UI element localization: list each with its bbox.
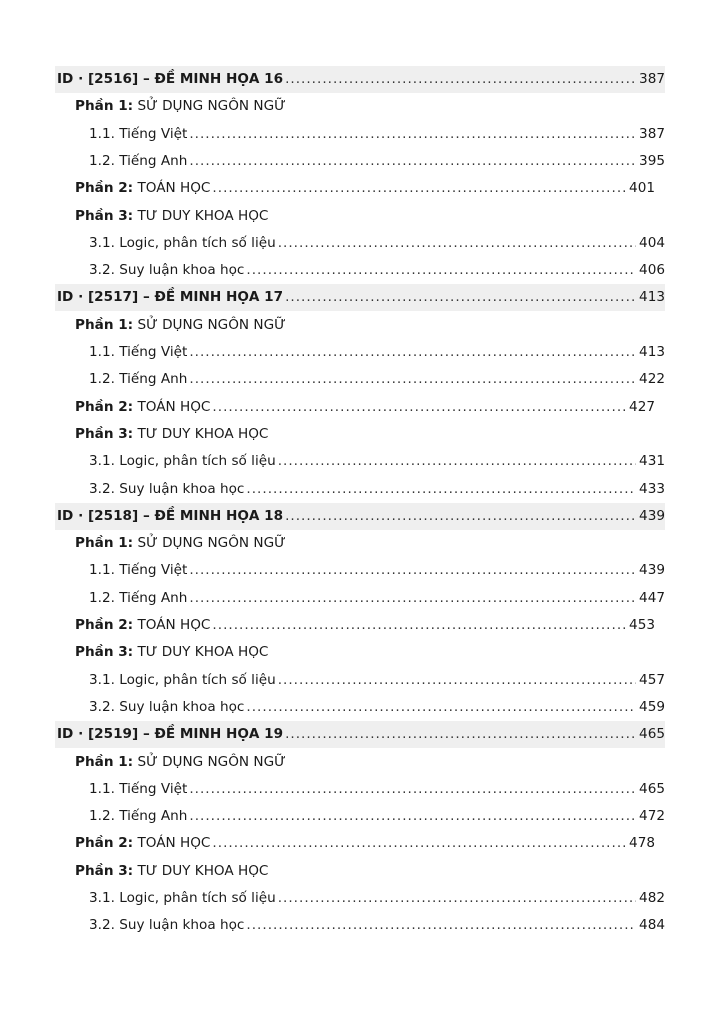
toc-entry-subsection[interactable] xyxy=(89,339,665,366)
page-number: 406 xyxy=(639,262,665,279)
toc-entry-part[interactable] xyxy=(75,93,655,120)
part-number: Phần 2: xyxy=(75,398,134,415)
subsection-title: 3.1. Logic, phân tích số liệu xyxy=(89,234,276,251)
page-number: 478 xyxy=(629,835,655,852)
part-heading xyxy=(75,749,286,776)
toc-entry-part[interactable] xyxy=(75,858,655,885)
toc-entry-part[interactable] xyxy=(75,203,655,230)
toc-entry-part[interactable] xyxy=(75,394,655,421)
toc-entry-part[interactable] xyxy=(75,612,655,639)
page-number: 431 xyxy=(639,453,665,470)
page-number: 387 xyxy=(639,125,665,142)
toc-entry-part[interactable] xyxy=(75,530,655,557)
dot-leader xyxy=(212,394,626,421)
toc-entry-subsection[interactable] xyxy=(89,803,665,830)
part-heading xyxy=(75,612,210,639)
toc-entry-subsection[interactable] xyxy=(89,257,665,284)
subsection-title: 3.2. Suy luận khoa học xyxy=(89,917,245,934)
toc-entry-part[interactable] xyxy=(75,639,655,666)
part-heading xyxy=(75,858,268,885)
dot-leader xyxy=(212,175,626,202)
part-name: TƯ DUY KHOA HỌC xyxy=(137,425,269,442)
toc-entry-subsection[interactable] xyxy=(89,667,665,694)
dot-leader xyxy=(278,230,636,257)
subsection-title: 1.1. Tiếng Việt xyxy=(89,562,188,579)
dot-leader xyxy=(285,284,636,311)
toc-entry-subsection[interactable] xyxy=(89,776,665,803)
toc-entry-subsection[interactable] xyxy=(89,557,665,584)
exam-title: ID · [2517] – ĐỀ MINH HỌA 17 xyxy=(57,289,284,306)
page-number: 413 xyxy=(639,289,665,306)
part-heading xyxy=(75,530,286,557)
toc-entry-part[interactable] xyxy=(75,749,655,776)
part-name: TƯ DUY KHOA HỌC xyxy=(137,862,269,879)
dot-leader xyxy=(189,803,636,830)
part-number: Phần 3: xyxy=(75,207,134,224)
part-number: Phần 1: xyxy=(75,98,134,115)
part-number: Phần 2: xyxy=(75,617,134,633)
dot-leader xyxy=(285,66,636,93)
toc-entry-part[interactable] xyxy=(75,830,655,857)
subsection-title: 1.2. Tiếng Anh xyxy=(89,589,188,606)
dot-leader xyxy=(189,339,636,366)
toc-entry-exam[interactable] xyxy=(55,66,665,93)
toc-entry-subsection[interactable] xyxy=(89,448,665,475)
toc-entry-subsection[interactable] xyxy=(89,230,665,257)
page-number: 404 xyxy=(639,234,665,251)
subsection-title: 1.1. Tiếng Việt xyxy=(89,780,188,797)
part-name: SỬ DỤNG NGÔN NGỮ xyxy=(137,316,286,333)
toc-entry-subsection[interactable] xyxy=(89,694,665,721)
toc-entry-subsection[interactable] xyxy=(89,366,665,393)
part-name: TOÁN HỌC xyxy=(137,835,211,852)
part-heading xyxy=(75,93,286,120)
dot-leader xyxy=(189,776,636,803)
dot-leader xyxy=(189,585,636,612)
dot-leader xyxy=(246,257,636,284)
page-number: 459 xyxy=(639,698,665,715)
subsection-title: 1.2. Tiếng Anh xyxy=(89,808,188,825)
page-number: 465 xyxy=(639,780,665,797)
exam-title: ID · [2519] – ĐỀ MINH HỌA 19 xyxy=(57,726,284,743)
dot-leader xyxy=(212,612,626,639)
dot-leader xyxy=(189,148,636,175)
subsection-title: 3.2. Suy luận khoa học xyxy=(89,698,245,715)
dot-leader xyxy=(189,121,636,148)
subsection-title: 3.1. Logic, phân tích số liệu xyxy=(89,671,276,688)
toc-entry-subsection[interactable] xyxy=(89,476,665,503)
subsection-title: 3.1. Logic, phân tích số liệu xyxy=(89,890,276,906)
part-name: SỬ DỤNG NGÔN NGỮ xyxy=(137,753,286,770)
subsection-title: 1.2. Tiếng Anh xyxy=(89,371,188,388)
subsection-title: 1.2. Tiếng Anh xyxy=(89,152,188,169)
dot-leader xyxy=(246,912,636,939)
part-number: Phần 3: xyxy=(75,862,134,879)
page-number: 395 xyxy=(639,152,665,169)
part-name: TOÁN HỌC xyxy=(137,617,211,633)
part-name: TOÁN HỌC xyxy=(137,180,211,197)
page-number: 453 xyxy=(629,617,655,633)
toc-entry-part[interactable] xyxy=(75,312,655,339)
dot-leader xyxy=(285,503,636,530)
part-heading xyxy=(75,312,286,339)
toc-entry-part[interactable] xyxy=(75,421,655,448)
page-number: 433 xyxy=(639,480,665,497)
part-heading xyxy=(75,639,268,666)
exam-title: ID · [2516] – ĐỀ MINH HỌA 16 xyxy=(57,71,284,87)
exam-title: ID · [2518] – ĐỀ MINH HỌA 18 xyxy=(57,507,284,524)
page-number: 465 xyxy=(639,726,665,743)
part-heading xyxy=(75,830,210,857)
dot-leader xyxy=(246,476,636,503)
page-number: 472 xyxy=(639,808,665,825)
subsection-title: 3.2. Suy luận khoa học xyxy=(89,262,245,279)
page-number: 422 xyxy=(639,371,665,388)
part-heading xyxy=(75,203,268,230)
page-number: 482 xyxy=(639,890,665,906)
dot-leader xyxy=(212,830,626,857)
subsection-title: 1.1. Tiếng Việt xyxy=(89,344,188,360)
part-number: Phần 3: xyxy=(75,644,134,661)
toc-entry-subsection[interactable] xyxy=(89,585,665,612)
dot-leader xyxy=(278,667,636,694)
part-name: SỬ DỤNG NGÔN NGỮ xyxy=(137,535,286,552)
part-number: Phần 2: xyxy=(75,180,134,197)
dot-leader xyxy=(189,557,636,584)
toc-entry-subsection[interactable] xyxy=(89,121,665,148)
toc-entry-part[interactable] xyxy=(75,175,655,202)
part-heading xyxy=(75,175,210,202)
dot-leader xyxy=(285,721,636,748)
part-heading xyxy=(75,394,210,421)
toc-entry-exam[interactable] xyxy=(55,284,665,311)
page-number: 457 xyxy=(639,671,665,688)
toc-entry-subsection[interactable] xyxy=(89,148,665,175)
part-number: Phần 1: xyxy=(75,316,134,333)
toc-entry-exam[interactable] xyxy=(55,503,665,530)
page-number: 439 xyxy=(639,507,665,524)
part-name: SỬ DỤNG NGÔN NGỮ xyxy=(137,98,286,115)
part-name: TƯ DUY KHOA HỌC xyxy=(137,644,269,661)
part-name: TOÁN HỌC xyxy=(137,398,211,415)
subsection-title: 1.1. Tiếng Việt xyxy=(89,125,188,142)
part-name: TƯ DUY KHOA HỌC xyxy=(137,207,269,224)
dot-leader xyxy=(278,448,636,475)
part-heading xyxy=(75,421,268,448)
page-number: 401 xyxy=(629,180,655,197)
toc-entry-subsection[interactable] xyxy=(89,912,665,939)
part-number: Phần 1: xyxy=(75,535,134,552)
page-number: 447 xyxy=(639,589,665,606)
part-number: Phần 1: xyxy=(75,753,134,770)
page-number: 484 xyxy=(639,917,665,934)
page-number: 413 xyxy=(639,344,665,360)
dot-leader xyxy=(278,885,636,912)
subsection-title: 3.1. Logic, phân tích số liệu xyxy=(89,453,276,470)
dot-leader xyxy=(189,366,636,393)
dot-leader xyxy=(246,694,636,721)
toc-entry-subsection[interactable] xyxy=(89,885,665,912)
page-number: 439 xyxy=(639,562,665,579)
part-number: Phần 2: xyxy=(75,835,134,852)
page-number: 387 xyxy=(639,71,665,87)
part-number: Phần 3: xyxy=(75,425,134,442)
subsection-title: 3.2. Suy luận khoa học xyxy=(89,480,245,497)
toc-entry-exam[interactable] xyxy=(55,721,665,748)
page-number: 427 xyxy=(629,398,655,415)
